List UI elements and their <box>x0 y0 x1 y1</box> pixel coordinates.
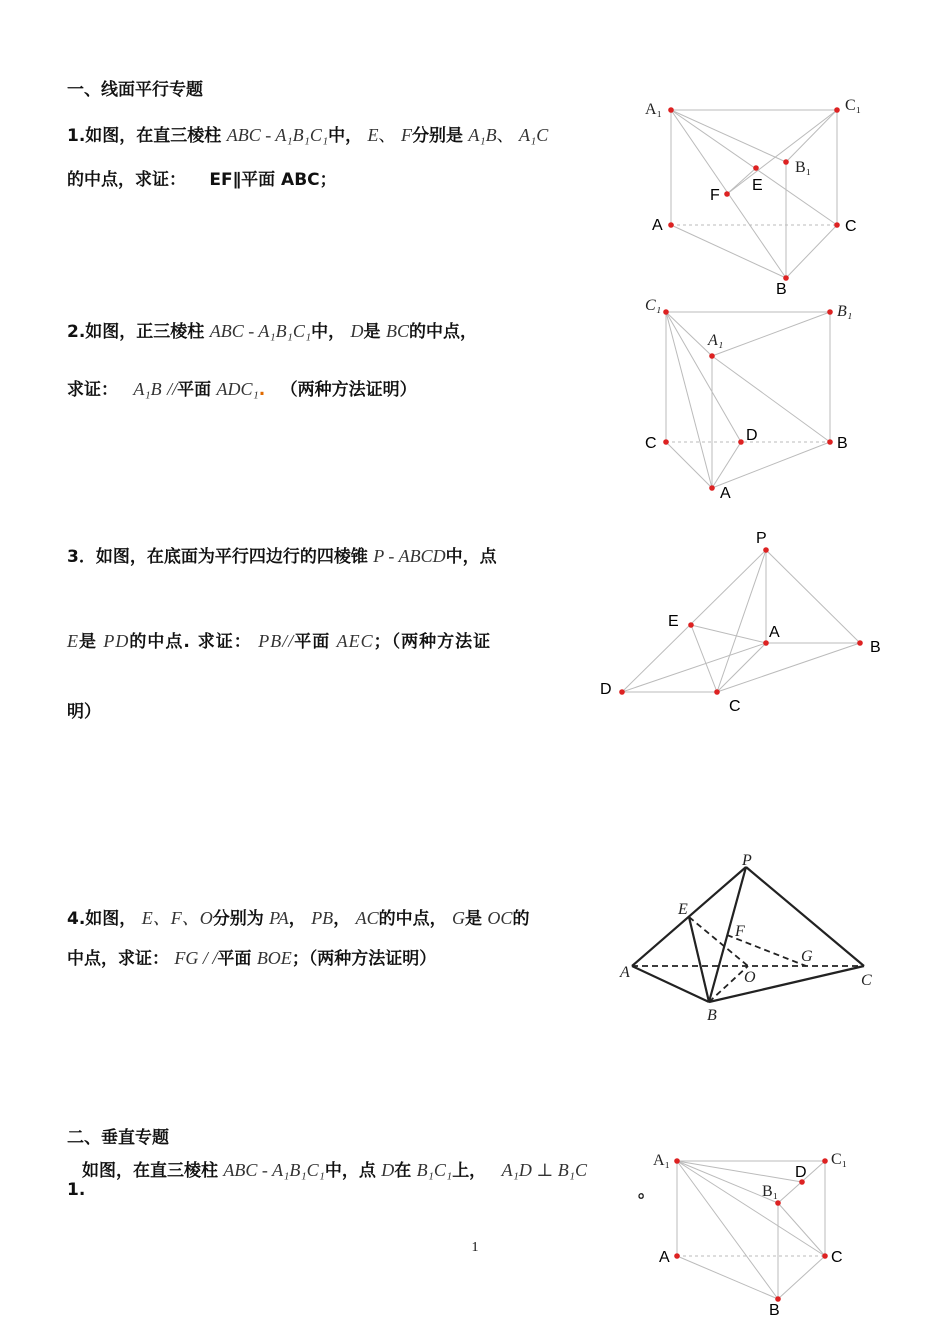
q1-claim: EF∥平面 ABC； <box>209 170 337 190</box>
q2-par: // <box>167 379 178 399</box>
q4-note: ；（两种方法证明） <box>291 949 437 969</box>
q1-e: E <box>367 125 379 145</box>
q4-ac: AC <box>355 908 379 928</box>
q5-number: 1. <box>67 1180 86 1200</box>
q2-text-b: 中， <box>311 322 346 342</box>
q4-pts: E、F、O <box>141 908 213 928</box>
q1-seg2: A₁C <box>519 125 549 145</box>
q1-line2-text: 的中点，求证： <box>67 170 186 190</box>
q4-pa: PA <box>269 908 289 928</box>
fig1-label-a1: A₁ <box>645 101 663 118</box>
q3-line1 <box>67 544 497 569</box>
q4-comma2: ， <box>333 909 351 929</box>
q1-seg1: A₁B <box>468 125 497 145</box>
fig2-label-c1: C₁ <box>645 297 662 314</box>
q3-text-e: ；（两种方法证 <box>373 632 492 652</box>
q4-line2-a: 中点，求证： <box>67 949 169 969</box>
fig3-label-b: B <box>870 639 881 656</box>
q3-e: E <box>67 631 79 651</box>
q3-line2 <box>67 629 491 654</box>
page-number: 1 <box>471 1240 479 1255</box>
fig4-label-a: A <box>620 964 630 981</box>
q2-line2-a: 求证： <box>67 380 118 400</box>
q4-number: 4. <box>67 909 86 929</box>
fig3-label-e: E <box>668 613 679 630</box>
q4-plane: BOE <box>256 948 292 968</box>
q4-text-b: 分别为 <box>212 909 264 929</box>
q4-pb: PB <box>311 908 334 928</box>
fig2-label-b: B <box>837 435 848 452</box>
q5-text-c: 在 <box>394 1161 412 1181</box>
q4-text-a: 如图， <box>85 909 137 929</box>
fig5-label-d: D <box>795 1164 807 1181</box>
fig5-label-b1: B₁ <box>762 1183 779 1200</box>
q4-oc: OC <box>487 908 513 928</box>
fig3-label-d: D <box>600 681 612 698</box>
figure-2-prism <box>640 290 870 505</box>
section1-title: 一、线面平行专题 <box>67 80 203 100</box>
q5-text-a: 如图，在直三棱柱 <box>82 1161 218 1181</box>
q2-line2 <box>67 377 417 402</box>
q4-text-e: 的 <box>512 909 530 929</box>
q2-text-c: 是 <box>363 322 381 342</box>
fig2-label-c: C <box>645 435 657 452</box>
q4-g: G <box>452 908 466 928</box>
q2-note: （两种方法证明） <box>280 380 417 400</box>
q5-b1c1: B₁C₁ <box>416 1160 453 1180</box>
q2-number: 2. <box>67 322 86 342</box>
q1-number: 1. <box>67 126 86 146</box>
q2-prism: ABC - A₁B₁C₁ <box>209 321 312 341</box>
q3-text-c: 是 <box>79 632 97 652</box>
fig1-label-a: A <box>652 217 663 234</box>
fig5-label-b: B <box>769 1302 780 1319</box>
q1-sep: 、 <box>378 126 396 146</box>
q3-pb: PB <box>258 631 283 651</box>
q2-seg: A₁B <box>133 379 162 399</box>
fig4-label-p: P <box>742 852 752 869</box>
q5-end: 。 <box>638 1182 655 1202</box>
q2-line1 <box>67 319 477 344</box>
fig1-label-b1: B₁ <box>795 159 812 176</box>
q1-text-b: 中， <box>328 126 363 146</box>
fig2-label-b1: B₁ <box>837 303 853 320</box>
fig3-label-c: C <box>729 698 741 715</box>
fig1-label-b: B <box>776 281 787 298</box>
q3-pd: PD <box>103 631 130 651</box>
q1-sep2: 、 <box>496 126 514 146</box>
fig4-label-c: C <box>861 972 872 989</box>
q2-bc: BC <box>385 321 409 341</box>
fig2-label-a1: A₁ <box>708 332 724 349</box>
q4-fg: FG / / <box>174 948 218 968</box>
fig5-label-c1: C₁ <box>831 1151 848 1168</box>
fig5-label-c: C <box>831 1249 843 1266</box>
q5-prism: ABC - A₁B₁C₁ <box>223 1160 325 1180</box>
section2-title: 二、垂直专题 <box>67 1128 169 1148</box>
fig3-label-p: P <box>756 530 767 547</box>
q5-text-b: 中，点 <box>324 1161 376 1181</box>
fig4-label-o: O <box>744 969 756 986</box>
fig2-label-a: A <box>720 485 731 502</box>
fig1-label-f: F <box>710 187 720 204</box>
figure-3-pyramid <box>590 525 900 725</box>
q2-dot: . <box>258 380 266 400</box>
fig4-label-g: G <box>801 948 813 965</box>
q3-plane: AEC <box>336 631 374 651</box>
q1-f: F <box>400 125 412 145</box>
q2-text-a: 如图，正三棱柱 <box>85 322 205 342</box>
q2-plane-word: 平面 <box>177 380 212 400</box>
q1-text-a: 如图，在直三棱柱 <box>85 126 222 146</box>
q3-par: // <box>282 631 295 651</box>
fig4-label-b: B <box>707 1007 717 1024</box>
fig4-label-e: E <box>678 901 688 918</box>
fig1-label-e: E <box>752 177 763 194</box>
fig2-label-d: D <box>746 427 758 444</box>
q2-d: D <box>350 321 364 341</box>
q4-line2 <box>67 946 436 971</box>
q1-line1 <box>67 123 548 148</box>
figure-1-prism <box>640 90 880 300</box>
q3-line3: 明） <box>67 702 101 722</box>
q4-line1 <box>67 906 529 931</box>
q3-text-a: 3．如图，在底面为平行四边行的四棱锥 <box>67 547 368 567</box>
q4-text-d: 是 <box>465 909 483 929</box>
q1-line2 <box>67 168 337 192</box>
q3-text-d: 的中点. 求证： <box>129 632 252 652</box>
q1-text-c: 分别是 <box>411 126 463 146</box>
fig4-label-f: F <box>735 923 745 940</box>
fig1-label-c: C <box>845 218 857 235</box>
q5-rel: A₁D ⊥ B₁C <box>501 1160 588 1180</box>
q3-text-b: 中，点 <box>445 547 497 567</box>
figure-5-prism <box>645 1145 860 1320</box>
q4-text-c: 的中点， <box>378 909 447 929</box>
q3-plane-word: 平面 <box>294 632 331 652</box>
q4-plane-word: 平面 <box>217 949 252 969</box>
fig3-label-a: A <box>769 624 780 641</box>
q5-line1 <box>82 1158 587 1183</box>
q2-plane: ADC₁ <box>216 379 259 399</box>
q4-comma1: ， <box>288 909 306 929</box>
fig5-label-a: A <box>659 1249 670 1266</box>
q5-d: D <box>381 1160 395 1180</box>
q1-prism: ABC - A₁B₁C₁ <box>226 125 329 145</box>
q5-text-d: 上， <box>452 1161 487 1181</box>
fig5-label-a1: A₁ <box>653 1152 671 1169</box>
q2-text-d: 的中点， <box>408 322 477 342</box>
q3-pyr: P - ABCD <box>373 546 446 566</box>
fig1-label-c1: C₁ <box>845 97 862 114</box>
figure-4-pyramid <box>615 850 885 1030</box>
